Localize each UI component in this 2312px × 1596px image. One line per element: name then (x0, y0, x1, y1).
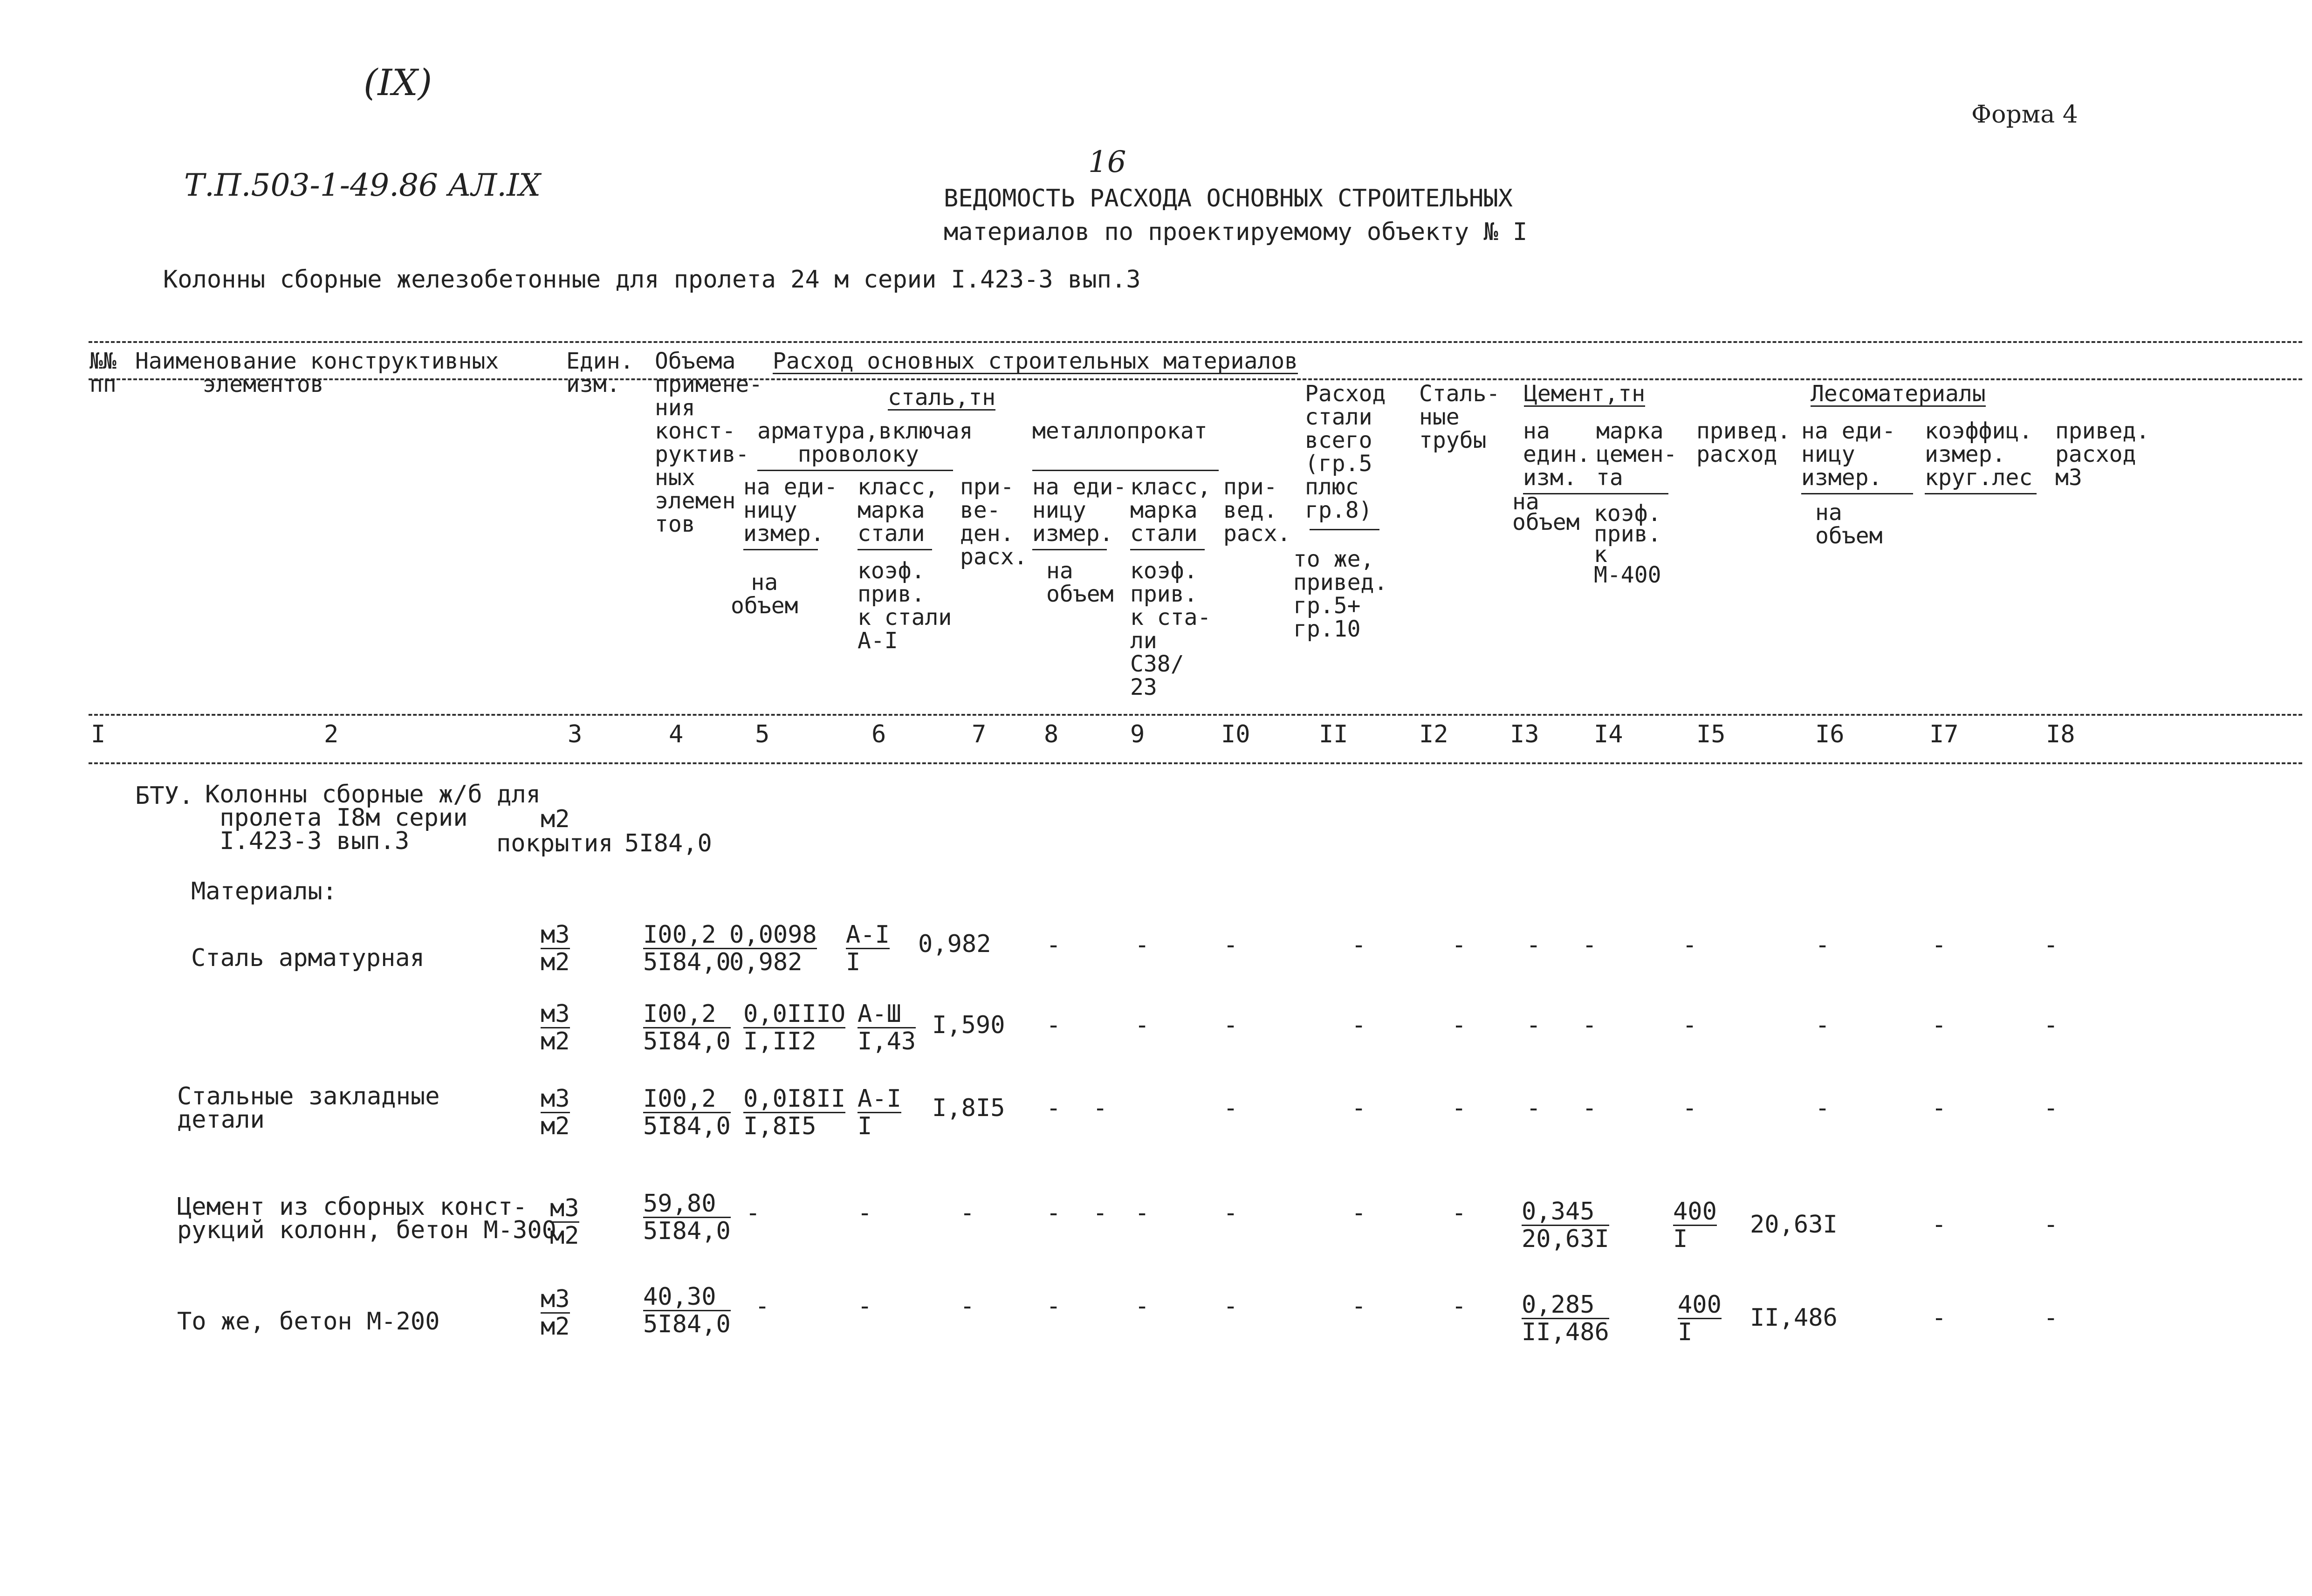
section-unit-top: м2 (541, 805, 570, 833)
c6-bottom: I (846, 948, 861, 976)
header-group-main: Расход основных строительных материалов (773, 348, 1298, 374)
volume-bottom: 5I84,0 (643, 1112, 731, 1140)
header-c10: при- вед. расх. (1223, 474, 1291, 547)
header-c7: при- ве- ден. расх. (960, 474, 1028, 570)
title-line2: материалов по проектируемому объекту № I (944, 218, 1528, 246)
col-number: II (1319, 720, 1348, 748)
header-c13: на един. изм. (1523, 418, 1591, 491)
dash: - (1932, 1011, 1947, 1039)
dash: - (1582, 931, 1597, 959)
c6-top: А-Ш (858, 1001, 916, 1028)
dash: - (960, 1199, 975, 1227)
dash: - (1932, 1094, 1947, 1122)
dash: - (1223, 1094, 1238, 1122)
col-number: 9 (1130, 720, 1145, 748)
row-name: Цемент из сборных конст- рукций колонн, бетон М-300 (177, 1193, 556, 1244)
c14-bottom: I (1673, 1225, 1688, 1253)
dash: - (1223, 1199, 1238, 1227)
unit-bottom: м2 (541, 948, 570, 976)
header-c8: на еди- ницу измер. (1032, 474, 1127, 547)
c5-top: 0,0IIIO (743, 1000, 846, 1028)
header-c9: класс, марка стали (1130, 474, 1211, 547)
dash: - (1046, 1011, 1061, 1039)
header-c12: Сталь- ные трубы (1419, 381, 1500, 453)
header-col3: Един. изм. (566, 348, 634, 397)
dash: - (1135, 1292, 1150, 1320)
dash: - (1452, 1094, 1467, 1122)
header-group-armature: арматура,включая проволоку (757, 418, 973, 467)
c6-top: А-I (846, 921, 890, 949)
dash: - (1815, 931, 1830, 959)
dash: - (1526, 1011, 1541, 1039)
col-number: I3 (1510, 720, 1539, 748)
header-c11: Расход стали всего (гр.5 плюс гр.8) (1305, 381, 1386, 523)
dash: - (1815, 1094, 1830, 1122)
dash: - (1526, 1094, 1541, 1122)
section-mark: (IX) (364, 62, 432, 104)
header-c17: коэффиц. измер. круг.лес (1925, 418, 2033, 491)
header-c9b: коэф. прив. к ста- ли С38/ 23 (1130, 558, 1211, 700)
c5-top: 0,0098 (729, 921, 817, 949)
c14-bottom: I (1678, 1318, 1693, 1346)
dash: - (1135, 931, 1150, 959)
dash: - (1526, 931, 1541, 959)
dash: - (1452, 1199, 1467, 1227)
c13-bottom: 20,63I (1522, 1225, 1609, 1253)
dash: - (1223, 1011, 1238, 1039)
col-number: 7 (972, 720, 987, 748)
dash: - (1135, 1011, 1150, 1039)
dash: - (755, 1292, 770, 1320)
row-name: Сталь арматурная (191, 944, 425, 972)
unit-top: м3 (541, 1285, 570, 1313)
c13-bottom: II,486 (1522, 1318, 1609, 1346)
header-c11b: то же, привед. гр.5+ гр.10 (1293, 546, 1388, 642)
c14-top: 400 (1678, 1291, 1722, 1319)
header-c5b: на объем (731, 569, 798, 619)
dash: - (1452, 1011, 1467, 1039)
col-number: I (91, 720, 106, 748)
dash: - (2044, 1211, 2058, 1239)
dash: - (1352, 1292, 1366, 1320)
table-top-rule (89, 341, 2302, 343)
dash: - (1582, 1011, 1597, 1039)
col-number: I8 (2046, 720, 2075, 748)
dash: - (1223, 931, 1238, 959)
header-c14: марка цемен- та (1596, 418, 1677, 491)
unit-top: м3 (541, 1085, 570, 1113)
section-name: Колонны сборные ж/б для пролета I8м серии I.423-3 вып.3 (205, 781, 541, 855)
dash: - (960, 1292, 975, 1320)
dash: - (2044, 931, 2058, 959)
header-c5: на еди- ницу измер. (743, 474, 838, 547)
dash: - (1352, 931, 1366, 959)
header-group-cement: Цемент,тн (1524, 381, 1646, 407)
unit-bottom: м2 (541, 1027, 570, 1055)
title-line1: ВЕДОМОСТЬ РАСХОДА ОСНОВНЫХ СТРОИТЕЛЬНЫХ (944, 185, 1513, 212)
header-c15: привед. расход (1696, 418, 1791, 467)
dash: - (1682, 931, 1697, 959)
page-number: 16 (1088, 145, 1126, 179)
header-col1: №№ пп (89, 348, 117, 397)
c5-bottom: I,II2 (743, 1027, 816, 1055)
header-c6: класс, марка стали (858, 474, 939, 547)
header-c6b: коэф. прив. к стали А-I (858, 558, 952, 654)
dash: - (2044, 1304, 2058, 1332)
col-number: I5 (1696, 720, 1726, 748)
dash: - (1932, 1304, 1947, 1332)
header-col4: Объема примене- ния конст- руктив- ных элемен тов (655, 348, 763, 537)
unit-bottom: м2 (541, 1313, 570, 1341)
dash: - (1452, 1292, 1467, 1320)
col-number: I0 (1221, 720, 1250, 748)
dash: - (1682, 1011, 1697, 1039)
row-name: То же, бетон М-200 (177, 1308, 440, 1336)
dash: - (1135, 1199, 1150, 1227)
row-name: Стальные закладные детали (177, 1082, 440, 1134)
volume-top: I00,2 (643, 1001, 731, 1028)
col-number: I2 (1419, 720, 1448, 748)
dash: - (858, 1199, 872, 1227)
header-c13b: на объем (1512, 489, 1580, 535)
header-c18: привед. расход м3 (2055, 418, 2150, 491)
volume-bottom: 5I84,0 (643, 948, 731, 976)
volume-bottom: 5I84,0 (643, 1027, 731, 1055)
dash: - (1223, 1292, 1238, 1320)
dash: - (1093, 1199, 1108, 1227)
col-number: 8 (1044, 720, 1059, 748)
dash: - (1046, 1292, 1061, 1320)
numbers-bottom-rule (89, 762, 2302, 764)
dash: - (1932, 1211, 1947, 1239)
dash: - (1932, 931, 1947, 959)
unit-bottom: м2 (550, 1222, 579, 1250)
dash: - (1352, 1094, 1366, 1122)
c5-bottom: I,8I5 (743, 1112, 816, 1140)
volume-bottom: 5I84,0 (643, 1217, 731, 1245)
col-number: 5 (755, 720, 770, 748)
dash: - (1452, 931, 1467, 959)
c15-value: 20,63I (1750, 1211, 1838, 1239)
c14-top: 400 (1673, 1198, 1717, 1226)
volume-bottom: 5I84,0 (643, 1310, 731, 1338)
doc-code: Т.П.503-1-49.86 АЛ.IX (184, 167, 541, 203)
c5-bottom: 0,982 (729, 948, 803, 976)
dash: - (1046, 1199, 1061, 1227)
dash: - (1682, 1094, 1697, 1122)
dash: - (1352, 1011, 1366, 1039)
c7-value: I,8I5 (932, 1094, 1005, 1122)
unit-bottom: м2 (541, 1112, 570, 1140)
col-number: I7 (1929, 720, 1959, 748)
header-c14b: коэф. прив. к М-400 (1594, 500, 1661, 588)
unit-top: м3 (550, 1194, 579, 1222)
header-c16b: на объем (1815, 500, 1883, 549)
c6-top: А-I (858, 1085, 901, 1113)
c7-value: 0,982 (918, 930, 991, 958)
col-number: 4 (669, 720, 684, 748)
dash: - (858, 1292, 872, 1320)
header-bottom-rule (89, 714, 2302, 716)
section-code: БТУ. (135, 782, 194, 810)
c6-bottom: I (858, 1112, 872, 1140)
header-c16: на еди- ницу измер. (1801, 418, 1896, 491)
volume-top: I00,2 (643, 922, 731, 949)
c13-top: 0,285 (1522, 1292, 1609, 1319)
header-c8b: на объем (1046, 558, 1114, 607)
c5-top: 0,0I8II (743, 1085, 846, 1113)
unit-top: м3 (541, 921, 570, 949)
header-group-wood: Лесоматериалы (1811, 381, 1986, 407)
dash: - (1815, 1011, 1830, 1039)
dash: - (2044, 1094, 2058, 1122)
c15-value: II,486 (1750, 1304, 1838, 1332)
dash: - (1352, 1199, 1366, 1227)
form-label: Форма 4 (1971, 101, 2078, 129)
subtitle: Колонны сборные железобетонные для пролета 24 м серии I.423-3 вып.3 (163, 266, 1141, 294)
header-group-steel: сталь,тн (888, 384, 996, 411)
dash: - (1046, 1094, 1061, 1122)
col-number: 2 (324, 720, 339, 748)
col-number: I4 (1594, 720, 1623, 748)
header-group-metal: металлопрокат (1032, 418, 1207, 444)
dash: - (1046, 931, 1061, 959)
col-number: 3 (568, 720, 583, 748)
col-number: I6 (1815, 720, 1845, 748)
c7-value: I,590 (932, 1011, 1005, 1039)
volume-top: 59,80 (643, 1191, 731, 1218)
header-col2: Наименование конструктивных элементов (135, 348, 499, 397)
col-number: 6 (871, 720, 886, 748)
c13-top: 0,345 (1522, 1199, 1609, 1226)
dash: - (2044, 1011, 2058, 1039)
section-volume: 5I84,0 (624, 829, 712, 857)
unit-top: м3 (541, 1000, 570, 1028)
materials-label: Материалы: (191, 877, 337, 905)
dash: - (1093, 1094, 1108, 1122)
dash: - (746, 1199, 761, 1227)
c6-bottom: I,43 (858, 1027, 916, 1055)
section-unit-bottom: покрытия (496, 829, 613, 857)
dash: - (1582, 1094, 1597, 1122)
volume-top: I00,2 (643, 1086, 731, 1113)
volume-top: 40,30 (643, 1284, 731, 1311)
